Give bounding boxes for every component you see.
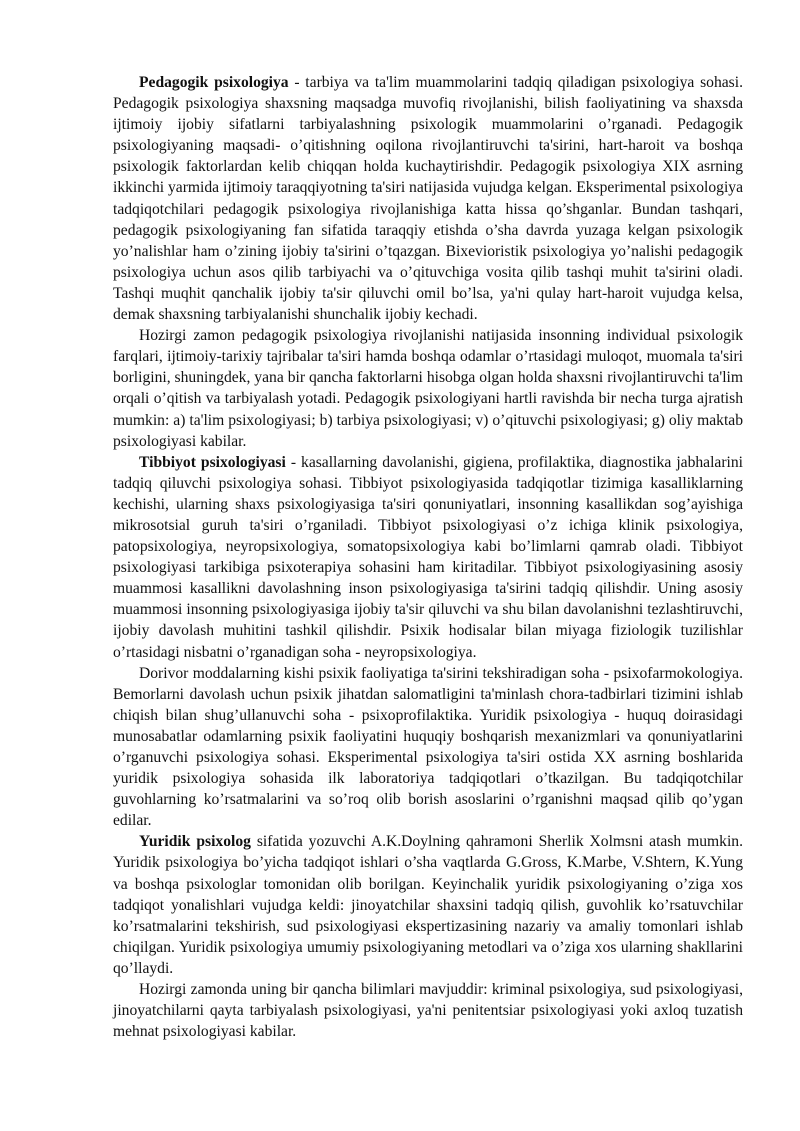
paragraph-tibbiyot-psixologiyasi: [113, 452, 743, 663]
term-heading: Yuridik psixolog: [139, 833, 251, 851]
paragraph-text: - kasallarning davolanishi, gigiena, profilaktika, diagnostika jabhalarini tadqiq qiluvchi psixologiya sohasi. Tibbiyot psixologiyasida tadqiqotlar tizimiga kasalliklarning kechishi, ularning shaxs psixologiyasiga ta'siri qonuniyatlari, insonning kasallikdan sog’ayishiga mikrosotsial guruh ta'siri o’rganiladi. Tibbiyot psixologiyasi o’z ichiga klinik psixologiya, patopsixologiya, neyropsixologiya, somatopsixologiya kabi bo’limlarni qamrab oladi. Tibbiyot psixologiyasi tarkibiga psixoterapiya sohasini ham kiritadilar. Tibbiyot psixologiyasining asosiy muammosi kasallikni davolashning inson psixologiyasiga ta'sirini tadqiq qilishdir. Uning asosiy muammosi insonning psixologiyasiga ijobiy ta'sir qiluvchi va shu bilan davolanishni tezlashtiruvchi, ijobiy davolash muhitini tashkil qilishdir. Psixik hodisalar bilan miyaga fiziologik tuzilishlar o’rtasidagi nisbatni o’rganadigan soha - neyropsixologiya.: [113, 453, 743, 661]
term-heading: Tibbiyot psixologiyasi: [139, 453, 286, 471]
document-page: [113, 72, 743, 1042]
paragraph-yuridik-psixolog: [113, 831, 743, 979]
term-heading: Pedagogik psixologiya: [139, 74, 289, 91]
paragraph-pedagogik-psixologiya: [113, 72, 743, 325]
paragraph-text: sifatida yozuvchi A.K.Doylning qahramoni Sherlik Xolmsni atash mumkin. Yuridik psixologiya bo’yicha tadqiqot ishlari o’sha vaqtlarda G.Gross, K.Marbe, V.Shtern, K.Yung va boshqa psixologlar tomonidan olib borilgan. Keyinchalik yuridik psixologiyaning o’ziga xos tadqiqot yonalishlari vujudga keldi: jinoyatchilar shaxsini tadqiq qilish, guvohlik ko’rsatuvchilar ko’rsatmalarini tekshirish, sud psixologiyasi ekspertizasining nazariy va amaliy tomonlari ishlab chiqilgan. Yuridik psixologiya umumiy psixologiyaning metodlari va o’ziga xos ularning shakllarini qo’llaydi.: [113, 833, 743, 977]
paragraph-text: Hozirgi zamon pedagogik psixologiya rivojlanishi natijasida insonning individual psixologik farqlari, ijtimoiy-tarixiy tajribalar ta'siri hamda boshqa odamlar o’rtasidagi muloqot, muomala ta'siri borligini, shuningdek, yana bir qancha faktorlarni hisobga olgan holda shaxsni rivojlantiruvchi ta'lim orqali o’qitish va tarbiyalash yotadi. Pedagogik psixologiyani hartli ravishda bir necha turga ajratish mumkin: a) ta'lim psixologiyasi; b) tarbiya psixologiyasi; v) o’qituvchi psixologiyasi; g) oliy maktab psixologiyasi kabilar.: [113, 327, 743, 450]
paragraph-text: Dorivor moddalarning kishi psixik faoliyatiga ta'sirini tekshiradigan soha - psixofarmokologiya. Bemorlarni davolash uchun psixik jihatdan salomatligini ta'minlash chora-tadbirlari tizimini ishlab chiqish bilan shug’ullanuvchi soha - psixoprofilaktika. Yuridik psixologiya - huquq doirasidagi munosabatlar odamlarning psixik faoliyatini huquqiy boshqarish mexanizmlari va qonuniyatlarini o’rganuvchi psixologiya sohasi. Eksperimental psixologiya ta'siri ostida XX asrning boshlarida yuridik psixologiya sohasida ilk laboratoriya tadqiqotlari o’tkazilgan. Bu tadqiqotchilar guvohlarning ko’rsatmalarini va so’roq olib borish asoslarini o’rganishni maqsad qilib qo’ygan edilar.: [113, 664, 743, 830]
paragraph-text: - tarbiya va ta'lim muammolarini tadqiq qiladigan psixologiya sohasi. Pedagogik psixologiya shaxsning maqsadga muvofiq rivojlanishi, bilish faoliyatining va shaxsda ijtimoiy ijobiy sifatlarni tarbiyalashning psixologik muammolarini o’rganadi. Pedagogik psixologiyaning maqsadi- o’qitishning oqilona rivojlantiruvchi ta'sirini, hart-haroit va boshqa psixologik faktorlardan kelib chiqqan holda kuchaytirishdir. Pedagogik psixologiya XIX asrning ikkinchi yarmida ijtimoiy taraqqiyotning ta'siri natijasida vujudga kelgan. Eksperimental psixologiya tadqiqotchilari pedagogik psixologiya rivojlanishiga katta hissa qo’shganlar. Bundan tashqari, pedagogik psixologiyaning fan sifatida taraqqiy etishda o’sha davrda yuzaga kelgan psixologik yo’nalishlar ham o’zining ijobiy ta'sirini o’tqazgan. Bixevioristik psixologiya yo’nalishi pedagogik psixologiya uchun asos qilib tarbiyachi va o’qituvchiga vosita qilib tashqi muhit ta'sirini oladi. Tashqi muqhit qanchalik ijobiy ta'sir qiluvchi omil bo’lsa, ya'ni qulay hart-haroit vujudga kelsa, demak shaxsning tarbiyalanishi shunchalik ijobiy kechadi.: [113, 74, 743, 324]
paragraph-hozirgi-zamonda: [113, 979, 743, 1042]
paragraph-text: Hozirgi zamonda uning bir qancha bilimlari mavjuddir: kriminal psixologiya, sud psixologiyasi, jinoyatchilarni qayta tarbiyalash psixologiyasi, ya'ni penitentsiar psixologiyasi yoki axloq tuzatish mehnat psixologiyasi kabilar.: [113, 981, 743, 1041]
paragraph-dorivor-moddalar: [113, 663, 743, 832]
paragraph-hozirgi-zamon-pedagogik: [113, 325, 743, 452]
